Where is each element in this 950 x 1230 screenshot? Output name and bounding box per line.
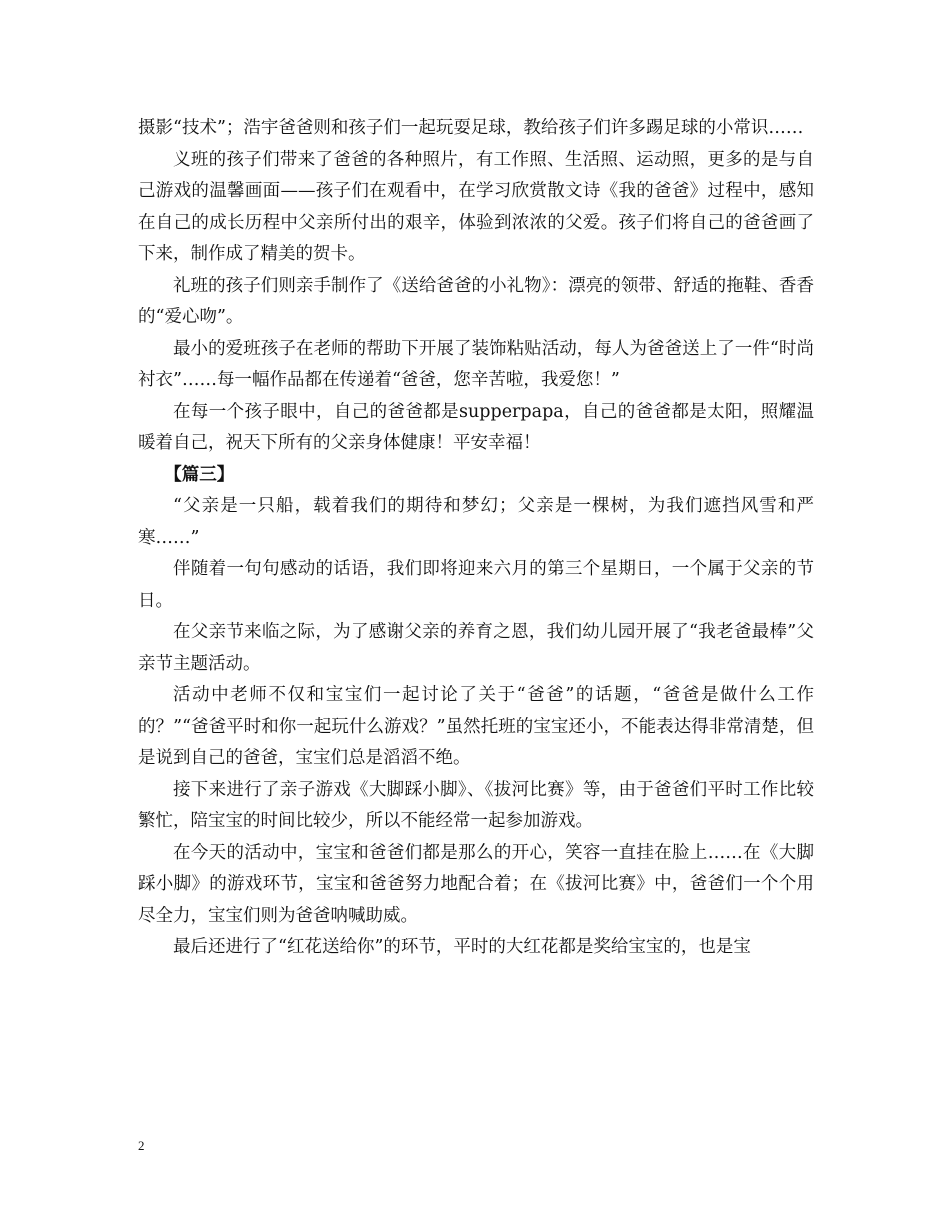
- paragraph: 最后还进行了“红花送给你”的环节，平时的大红花都是奖给宝宝的，也是宝: [173, 937, 751, 957]
- paragraph: 摄影“技术”；浩宇爸爸则和孩子们一起玩耍足球，教给孩子们许多踢足球的小常识……: [138, 118, 804, 138]
- paragraph: 礼班的孩子们则亲手制作了《送给爸爸的小礼物》：漂亮的领带、舒适的拖鞋、香香的“爱心吻”。: [138, 275, 814, 327]
- body-text: [138, 113, 814, 964]
- paragraph: “父亲是一只船，载着我们的期待和梦幻；父亲是一棵树，为我们遮挡风雪和严寒……”: [138, 496, 814, 548]
- paragraph: 在父亲节来临之际，为了感谢父亲的养育之恩，我们幼儿园开展了“我老爸最棒”父亲节主题活动。: [138, 622, 814, 674]
- paragraph: 义班的孩子们带来了爸爸的各种照片，有工作照、生活照、运动照，更多的是与自己游戏的温馨画面——孩子们在观看中，在学习欣赏散文诗《我的爸爸》过程中，感知在自己的成长历程中父亲所付出的艰辛，体验到浓浓的父爱。孩子们将自己的爸爸画了下来，制作成了精美的贺卡。: [138, 149, 814, 264]
- paragraph: 最小的爱班孩子在老师的帮助下开展了装饰粘贴活动，每人为爸爸送上了一件“时尚衬衣”……每一幅作品都在传递着“爸爸，您辛苦啦，我爱您！”: [138, 338, 814, 390]
- paragraph: 活动中老师不仅和宝宝们一起讨论了关于“爸爸”的话题，“爸爸是做什么工作的？”“爸爸平时和你一起玩什么游戏？”虽然托班的宝宝还小，不能表达得非常清楚，但是说到自己的爸爸，宝宝们总是滔滔不绝。: [138, 685, 814, 768]
- paragraph: 接下来进行了亲子游戏《大脚踩小脚》、《拔河比赛》等，由于爸爸们平时工作比较繁忙，陪宝宝的时间比较少，所以不能经常一起参加游戏。: [138, 779, 814, 831]
- section-heading: 【篇三】: [164, 464, 235, 485]
- page-number: 2: [138, 1138, 145, 1153]
- paragraph: 在今天的活动中，宝宝和爸爸们都是那么的开心，笑容一直挂在脸上……在《大脚踩小脚》的游戏环节，宝宝和爸爸努力地配合着；在《拔河比赛》中，爸爸们一个个用尽全力，宝宝们则为爸爸呐喊助威。: [138, 842, 814, 926]
- paragraph: 伴随着一句句感动的话语，我们即将迎来六月的第三个星期日，一个属于父亲的节日。: [138, 559, 814, 611]
- paragraph: 在每一个孩子眼中，自己的爸爸都是supperpapa，自己的爸爸都是太阳，照耀温暖着自己，祝天下所有的父亲身体健康！平安幸福！: [138, 401, 814, 453]
